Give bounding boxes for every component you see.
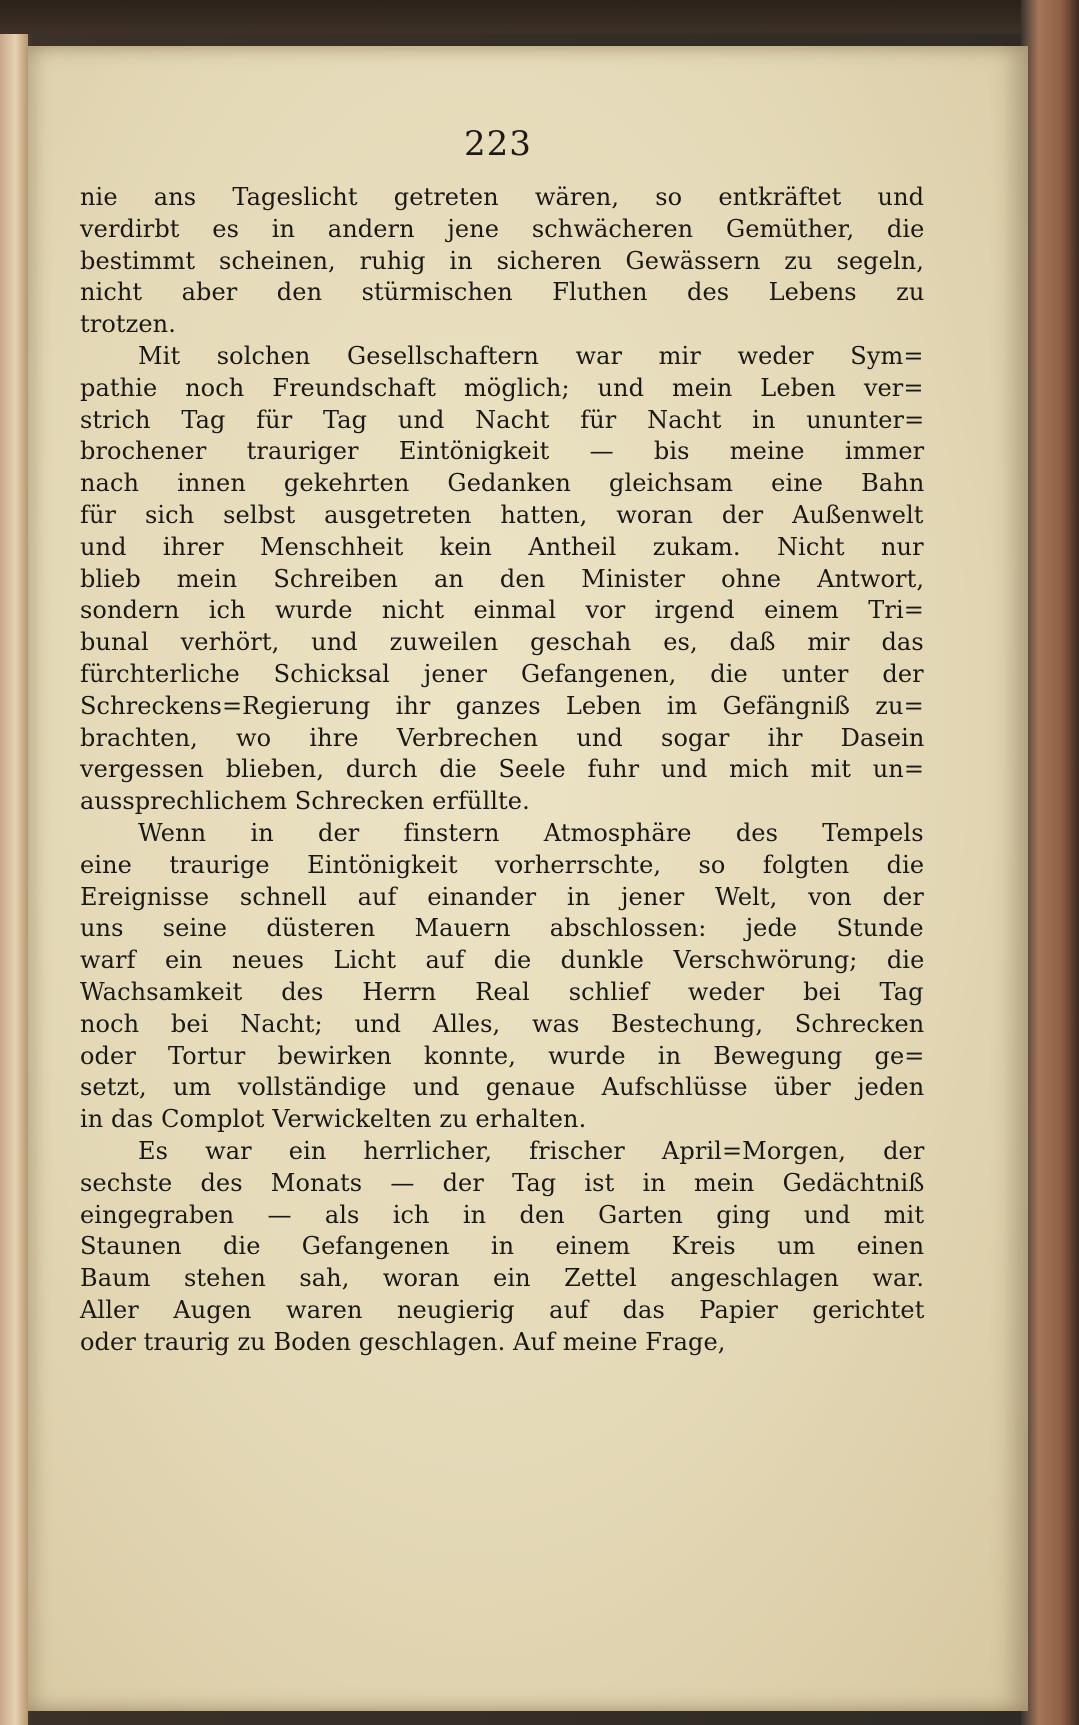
text-line: oder Tortur bewirken konnte, wurde in Bewegung ge=: [80, 1041, 925, 1070]
previous-page-edge: [0, 34, 28, 1725]
text-line: Wenn in der finstern Atmosphäre des Tempels: [138, 818, 924, 847]
body-text: [80, 182, 924, 1358]
text-line: Schreckens=Regierung ihr ganzes Leben im Gefängniß zu=: [80, 691, 924, 720]
text-line: nicht aber den stürmischen Fluthen des Lebens zu: [80, 278, 925, 307]
text-line: sechste des Monats — der Tag ist in mein Gedächtniß: [80, 1168, 925, 1197]
text-line: brachten, wo ihre Verbrechen und sogar ihr Dasein: [80, 723, 925, 752]
text-line: strich Tag für Tag und Nacht für Nacht in ununter=: [80, 405, 925, 434]
book-cover-edge: [1021, 0, 1079, 1725]
text-line: nach innen gekehrten Gedanken gleichsam eine Bahn: [80, 469, 925, 498]
book-top-edge: [0, 0, 1079, 34]
text-line: fürchterliche Schicksal jener Gefangenen, die unter der: [80, 659, 924, 688]
text-line: Ereignisse schnell auf einander in jener Welt, von der: [80, 882, 924, 911]
text-line: Wachsamkeit des Herrn Real schlief weder bei Tag: [80, 977, 924, 1006]
text-line: Baum stehen sah, woran ein Zettel angeschlagen war.: [80, 1264, 925, 1293]
page-number: 223: [464, 124, 532, 164]
text-line: pathie noch Freundschaft möglich; und mein Leben ver=: [80, 373, 924, 402]
text-line: aussprechlichem Schrecken erfüllte.: [80, 787, 530, 816]
text-line: Es war ein herrlicher, frischer April=Morgen, der: [138, 1136, 925, 1165]
text-line: in das Complot Verwickelten zu erhalten.: [80, 1105, 587, 1134]
text-line: verdirbt es in andern jene schwächeren Gemüther, die: [80, 214, 925, 243]
text-line: sondern ich wurde nicht einmal vor irgend einem Tri=: [80, 596, 924, 625]
text-line: und ihrer Menschheit kein Antheil zukam. Nicht nur: [80, 532, 924, 561]
text-line: setzt, um vollständige und genaue Aufschlüsse über jeden: [80, 1073, 925, 1102]
text-line: nie ans Tageslicht getreten wären, so entkräftet und: [80, 183, 925, 211]
text-line: vergessen blieben, durch die Seele fuhr und mich mit un=: [80, 755, 925, 784]
text-line: bestimmt scheinen, ruhig in sicheren Gewässern zu segeln,: [80, 246, 925, 275]
text-line: blieb mein Schreiben an den Minister ohne Antwort,: [80, 564, 925, 593]
page-sheet: [28, 46, 1028, 1711]
text-line: trotzen.: [80, 310, 176, 339]
text-line: eingegraben — als ich in den Garten ging und mit: [80, 1200, 925, 1229]
text-line: Mit solchen Gesellschaftern war mir weder Sym=: [138, 341, 924, 370]
text-line: oder traurig zu Boden geschlagen. Auf meine Frage,: [80, 1327, 726, 1356]
text-line: für sich selbst ausgetreten hatten, woran der Außenwelt: [80, 500, 924, 529]
text-line: eine traurige Eintönigkeit vorherrschte, so folgten die: [80, 850, 925, 879]
text-line: bunal verhört, und zuweilen geschah es, daß mir das: [80, 628, 924, 657]
text-line: noch bei Nacht; und Alles, was Bestechung, Schrecken: [80, 1009, 925, 1038]
text-line: warf ein neues Licht auf die dunkle Verschwörung; die: [80, 946, 925, 975]
text-line: Aller Augen waren neugierig auf das Papier gerichtet: [80, 1295, 925, 1324]
text-line: uns seine düsteren Mauern abschlossen: jede Stunde: [80, 914, 924, 943]
text-line: Staunen die Gefangenen in einem Kreis um einen: [80, 1232, 925, 1261]
text-line: brochener trauriger Eintönigkeit — bis meine immer: [80, 437, 925, 466]
